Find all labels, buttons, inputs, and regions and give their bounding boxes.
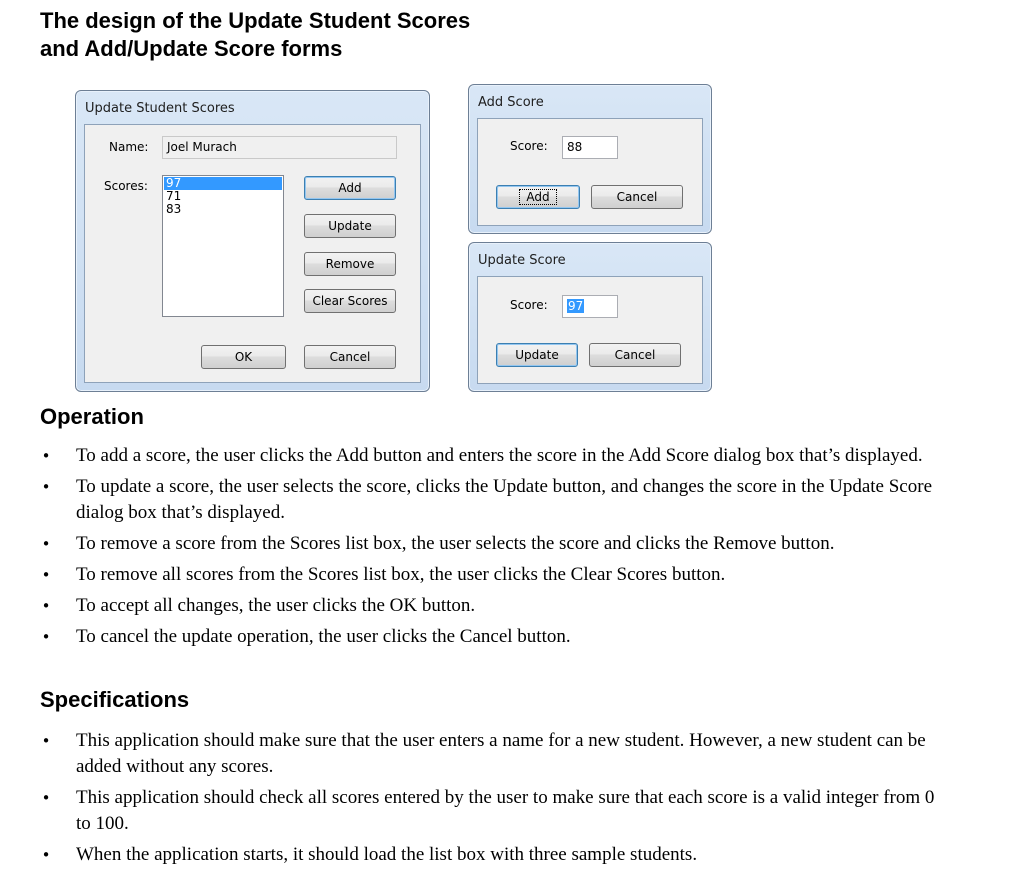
operation-list	[40, 443, 940, 650]
add-button[interactable]: Add	[304, 176, 396, 200]
scores-label: Scores:	[104, 179, 148, 193]
score-input[interactable]: 88	[562, 136, 618, 159]
cancel-button[interactable]: Cancel	[591, 185, 683, 209]
add-button-label: Add	[519, 189, 556, 205]
update-student-scores-window	[75, 90, 430, 392]
list-item	[40, 593, 940, 619]
bullet-icon: •	[41, 789, 51, 807]
bullet-icon: •	[41, 846, 51, 864]
page-title	[40, 7, 470, 63]
score-label: Score:	[510, 139, 548, 153]
bullet-text: To remove all scores from the Scores list box, the user clicks the Clear Scores button.	[76, 564, 726, 585]
bullet-text: This application should make sure that the user enters a name for a new student. However, a new student can be added without any scores.	[76, 730, 926, 777]
list-item	[40, 562, 940, 588]
bullet-text: This application should check all scores entered by the user to make sure that each score is a valid integer from 0 to 100.	[76, 787, 935, 834]
list-item	[40, 842, 940, 868]
specifications-list	[40, 728, 940, 868]
list-item	[40, 531, 940, 557]
selected-score-text: 97	[568, 299, 584, 313]
list-item	[40, 624, 940, 650]
list-item	[40, 443, 940, 469]
window-client-area	[84, 124, 421, 383]
window-client-area	[477, 276, 703, 384]
name-field[interactable]: Joel Murach	[162, 136, 397, 159]
page-title-line-2: and Add/Update Score forms	[40, 36, 343, 61]
window-client-area	[477, 118, 703, 226]
scores-listbox[interactable]	[162, 175, 284, 317]
bullet-icon: •	[41, 566, 51, 584]
bullet-text: When the application starts, it should load the list box with three sample students.	[76, 844, 698, 865]
page-title-line-1: The design of the Update Student Scores	[40, 8, 471, 33]
cancel-button[interactable]: Cancel	[304, 345, 396, 369]
add-score-window	[468, 84, 712, 234]
clear-scores-button[interactable]: Clear Scores	[304, 289, 396, 313]
list-item[interactable]: 71	[166, 189, 182, 203]
bullet-icon: •	[41, 628, 51, 646]
operation-heading: Operation	[40, 404, 144, 429]
bullet-text: To add a score, the user clicks the Add button and enters the score in the Add Score dialog box that’s displayed.	[76, 445, 923, 466]
list-item	[40, 785, 940, 837]
bullet-text: To remove a score from the Scores list box, the user selects the score and clicks the Remove button.	[76, 533, 835, 554]
cancel-button[interactable]: Cancel	[589, 343, 681, 367]
name-label: Name:	[109, 140, 149, 154]
update-score-window	[468, 242, 712, 392]
bullet-icon: •	[41, 732, 51, 750]
window-title: Add Score	[478, 95, 544, 110]
bullet-icon: •	[41, 535, 51, 553]
bullet-text: To update a score, the user selects the score, clicks the Update button, and changes the score in the Update Score dialog box that’s displayed.	[76, 476, 933, 523]
window-title: Update Score	[478, 253, 566, 268]
score-label: Score:	[510, 298, 548, 312]
update-button[interactable]: Update	[496, 343, 578, 367]
list-item	[40, 474, 940, 526]
window-title: Update Student Scores	[85, 101, 235, 116]
bullet-text: To accept all changes, the user clicks the OK button.	[76, 595, 476, 616]
list-item[interactable]: 97	[164, 177, 282, 190]
add-button[interactable]	[496, 185, 580, 209]
list-item	[40, 728, 940, 780]
bullet-icon: •	[41, 597, 51, 615]
remove-button[interactable]: Remove	[304, 252, 396, 276]
score-input[interactable]	[562, 295, 618, 318]
update-button[interactable]: Update	[304, 214, 396, 238]
ok-button[interactable]: OK	[201, 345, 286, 369]
specifications-heading: Specifications	[40, 687, 190, 712]
list-item[interactable]: 83	[166, 202, 182, 216]
bullet-icon: •	[41, 478, 51, 496]
bullet-icon: •	[41, 447, 51, 465]
bullet-text: To cancel the update operation, the user clicks the Cancel button.	[76, 626, 571, 647]
